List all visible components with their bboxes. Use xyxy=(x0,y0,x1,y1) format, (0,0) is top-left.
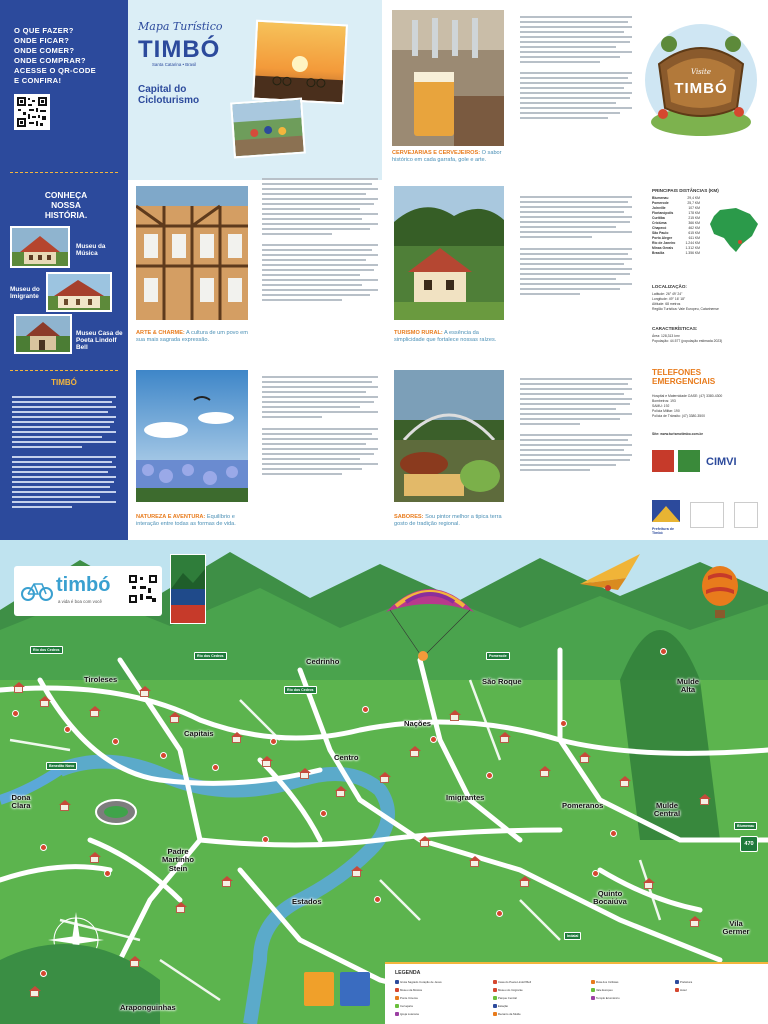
cover-subtitle: Santa Catarina • Brasil xyxy=(152,62,197,67)
distance-row: Porto Alegre 611 KM xyxy=(652,236,700,240)
region-label-padre-martinho-stein[interactable]: Padre Martinho Stein xyxy=(161,847,195,873)
paraglider-icon xyxy=(380,572,480,668)
region-label-mulde-alta[interactable]: Mulde Alta xyxy=(677,677,699,695)
road-sign: Rio dos Cedros xyxy=(30,646,63,654)
distances-title: PRINCIPAIS DISTÂNCIAS (KM) xyxy=(652,188,719,193)
sponsor-logo-crest xyxy=(734,502,758,528)
poi-marker[interactable] xyxy=(112,738,119,745)
poi-marker[interactable] xyxy=(592,870,599,877)
characteristics-lines: Área: 128,313 km² População: 44.577 (população estimada 2023) xyxy=(652,334,723,343)
poi-marker[interactable] xyxy=(320,810,327,817)
building-icon xyxy=(470,860,479,867)
cycling-capital-title: Capital do Cicloturismo xyxy=(138,84,200,106)
location-lines: Latitude: 26° 49' 24" Longitude: 49° 16' 18" Altitude: 68 metros Região Turística: Vale Europeu, Catarinense xyxy=(652,292,719,311)
brand-tagline: a vida é boa com você xyxy=(58,599,102,604)
paragliding-photo xyxy=(136,370,248,502)
distance-row: Rio de Janeiro 1.244 KM xyxy=(652,241,700,245)
cover-body-text xyxy=(262,178,378,330)
region-label-imigrantes[interactable]: Imigrantes xyxy=(446,793,485,802)
building-icon xyxy=(644,882,653,889)
poi-marker[interactable] xyxy=(660,648,667,655)
legend-item: Museu do Imigrante xyxy=(493,988,523,992)
distance-row: Blumenau 29,4 KM xyxy=(652,196,700,200)
legend-item: Templo Ecumênico xyxy=(591,996,620,1000)
poi-marker[interactable] xyxy=(374,896,381,903)
museum-immigrant-label: Museu do Imigrante xyxy=(10,286,40,300)
qr-code[interactable] xyxy=(14,94,50,130)
beer-tap-photo xyxy=(392,10,504,146)
highway-shield-icon: 470 xyxy=(740,836,758,852)
region-label-sao-roque[interactable]: São Roque xyxy=(482,677,522,686)
building-icon xyxy=(500,736,509,743)
region-label-estados[interactable]: Estados xyxy=(292,897,322,906)
poi-marker[interactable] xyxy=(610,830,617,837)
building-icon xyxy=(690,920,699,927)
beer-body-text xyxy=(520,16,632,130)
half-timbered-house-photo xyxy=(136,186,248,320)
building-icon xyxy=(30,990,39,997)
poi-marker[interactable] xyxy=(160,752,167,759)
legend-item: Prefeitura xyxy=(675,980,692,984)
legend-item: Casa do Poeta Lindolf Bell xyxy=(493,980,531,984)
cyclists-group-photo xyxy=(230,98,306,159)
sponsor-logo-green xyxy=(678,450,700,472)
building-icon xyxy=(60,804,69,811)
building-icon xyxy=(262,760,271,767)
legend-item: Museu da Música xyxy=(395,988,422,992)
building-icon xyxy=(580,756,589,763)
map-qr-code[interactable] xyxy=(128,574,160,606)
flavors-body-text xyxy=(520,378,632,484)
divider xyxy=(10,172,118,173)
distance-row: Pomerode 25,7 KM xyxy=(652,201,700,205)
legend-title: LEGENDA xyxy=(395,970,421,976)
distance-row: Brasília 1.356 KM xyxy=(652,251,700,255)
road-sign: Benedito Novo xyxy=(46,762,77,770)
art-highlight: ARTE & CHARME: A cultura de um povo em sua mais sagrada expressão. xyxy=(136,330,248,343)
building-icon xyxy=(410,750,419,757)
legend-item: Igreja Luterana xyxy=(395,1012,419,1016)
region-label-mulde-central[interactable]: Mulde Central xyxy=(653,801,681,819)
sponsor-logo-red xyxy=(652,450,674,472)
brand-name: timbó xyxy=(56,574,111,596)
cimvi-logo: CIMVI xyxy=(706,456,737,468)
illustrated-map[interactable] xyxy=(0,540,768,1024)
distance-row: Criciúma 366 KM xyxy=(652,221,700,225)
building-icon xyxy=(300,772,309,779)
nature-body-text xyxy=(262,376,378,488)
cover-title: TIMBÓ xyxy=(138,36,221,63)
road-sign: Rio dos Cedros xyxy=(194,652,227,660)
poi-marker[interactable] xyxy=(262,836,269,843)
building-icon xyxy=(222,880,231,887)
poi-marker[interactable] xyxy=(496,910,503,917)
region-label-araponguinhas[interactable]: Araponguinhas xyxy=(120,1003,176,1012)
rural-highlight: TURISMO RURAL: A essência da simplicidade que fortalece nossas raízes. xyxy=(394,330,497,343)
distance-row: Curitiba 215 KM xyxy=(652,216,700,220)
museum-poet-label: Museu Casa de Poeta Lindolf Bell xyxy=(76,330,123,351)
building-icon xyxy=(540,770,549,777)
building-icon xyxy=(450,714,459,721)
poi-marker[interactable] xyxy=(560,720,567,727)
poi-marker[interactable] xyxy=(40,970,47,977)
region-label-cedrinho[interactable]: Cedrinho xyxy=(306,657,340,666)
museum-poet-photo xyxy=(14,314,72,354)
legend-item: Parque Central xyxy=(493,996,517,1000)
tourism-icon-orange xyxy=(304,972,334,1006)
badge-visit-text: Visite xyxy=(691,68,711,76)
building-icon xyxy=(130,960,139,967)
building-icon xyxy=(380,776,389,783)
legend-item: Recanto da Mulde xyxy=(493,1012,521,1016)
legend-item: Hotel xyxy=(675,988,687,992)
poi-marker[interactable] xyxy=(40,844,47,851)
history-heading: CONHEÇA NOSSA HISTÓRIA. xyxy=(44,190,88,220)
poi-marker[interactable] xyxy=(212,764,219,771)
distance-row: Chapecó 462 KM xyxy=(652,226,700,230)
poi-marker[interactable] xyxy=(362,706,369,713)
sponsor-logo-timbo xyxy=(690,502,724,528)
building-icon xyxy=(700,798,709,805)
rural-house-photo xyxy=(394,186,504,320)
prefeitura-logo: Prefeitura de Timbó xyxy=(652,500,680,530)
region-label-nacoes[interactable]: Nações xyxy=(404,719,432,728)
website-link[interactable]: Site: www.turismotimbo.com.br xyxy=(652,432,703,436)
what-to-do-heading: O QUE FAZER? ONDE FICAR? ONDE COMER? ONDE COMPRAR? ACESSE O QR-CODE E CONFIRA! xyxy=(14,26,97,85)
poi-marker[interactable] xyxy=(270,738,277,745)
region-label-dona-clara[interactable]: Dona Clara xyxy=(11,793,31,811)
museum-immigrant-photo xyxy=(46,272,112,312)
poi-marker[interactable] xyxy=(430,736,437,743)
legend-item: Estação xyxy=(493,1004,508,1008)
rural-body-text xyxy=(520,196,632,308)
emergency-phones-title: TELEFONES EMERGENCIAIS xyxy=(652,368,716,386)
distance-row: São Paulo 615 KM xyxy=(652,231,700,235)
poi-marker[interactable] xyxy=(12,710,19,717)
location-title: LOCALIZAÇÃO: xyxy=(652,284,687,289)
hot-air-balloon-icon xyxy=(700,566,740,622)
sunset-cyclists-photo xyxy=(252,20,348,105)
legend-item: Cervejaria xyxy=(395,1004,413,1008)
building-icon xyxy=(40,700,49,707)
region-label-tiroleses[interactable]: Tiroleses xyxy=(84,675,118,684)
nature-highlight: NATUREZA E AVENTURA: Equilíbrio e interação entre todas as formas de vida. xyxy=(136,514,236,527)
poi-marker[interactable] xyxy=(104,870,111,877)
characteristics-title: CARACTERÍSTICAS: xyxy=(652,326,698,331)
museum-music-photo xyxy=(10,226,70,268)
brand-box xyxy=(14,566,162,616)
region-label-centro[interactable]: Centro xyxy=(334,753,359,762)
poi-marker[interactable] xyxy=(486,772,493,779)
road-sign: Indaial xyxy=(564,932,581,940)
building-icon xyxy=(176,906,185,913)
legend-item: Gruta Sagrado Coração de Jesus xyxy=(395,980,442,984)
legend-item: Rota dos Ciclistas xyxy=(591,980,618,984)
building-icon xyxy=(14,686,23,693)
body-text-lines xyxy=(12,396,116,524)
legend-item: Ponte Cinema xyxy=(395,996,418,1000)
region-label-pomeranos[interactable]: Pomeranos xyxy=(562,801,604,810)
building-icon xyxy=(90,710,99,717)
tourism-icon-blue xyxy=(340,972,370,1006)
divider xyxy=(10,370,118,371)
visit-timbo-badge xyxy=(641,14,761,144)
blue-sidebar xyxy=(0,0,128,540)
building-icon xyxy=(140,690,149,697)
beer-highlight: CERVEJARIAS E CERVEJEIROS: O sabor histórico em cada garrafa, gole e arte. xyxy=(392,150,502,163)
distance-row: Florianópolis 178 KM xyxy=(652,211,700,215)
road-sign: Blumenau xyxy=(734,822,757,830)
region-label-capitais[interactable]: Capitais xyxy=(184,729,214,738)
vale-europeu-logo xyxy=(170,554,206,624)
distance-row: Joinville 107 KM xyxy=(652,206,700,210)
legend-item: Vale Europeu xyxy=(591,988,613,992)
building-icon xyxy=(420,840,429,847)
museum-music-label: Museu da Música xyxy=(76,243,106,257)
road-sign: Pomerode xyxy=(486,652,510,660)
food-bridge-photo xyxy=(394,370,504,502)
poi-marker[interactable] xyxy=(64,726,71,733)
badge-timbo-text: TIMBÓ xyxy=(674,80,728,97)
region-label-quinto-bocaiuva[interactable]: Quinto Bocaiúva xyxy=(593,889,627,907)
emergency-phone-lines: Hospital e Maternidade OASE: (47) 3380-4300 Bombeiros: 193 SAMU: 192 Polícia Militar: 190 Polícia de Trânsito: (47) 3380-3500 xyxy=(652,394,723,418)
region-label-vila-germer[interactable]: Vila Germer xyxy=(722,919,750,937)
hang-glider-icon xyxy=(580,554,640,594)
building-icon xyxy=(90,856,99,863)
building-icon xyxy=(232,736,241,743)
building-icon xyxy=(336,790,345,797)
timbo-section-title: TIMBÓ xyxy=(51,378,77,387)
brazil-map-icon xyxy=(706,204,762,254)
building-icon xyxy=(520,880,529,887)
map-legend xyxy=(385,962,768,1024)
distance-row: Minas Gerais 1.312 KM xyxy=(652,246,700,250)
script-title: Mapa Turístico xyxy=(138,20,223,33)
building-icon xyxy=(620,780,629,787)
flavors-highlight: SABORES: Sou pintor melhor a tipica terra gosto de tradição regional. xyxy=(394,514,502,527)
bicycle-icon xyxy=(20,580,54,602)
building-icon xyxy=(352,870,361,877)
building-icon xyxy=(170,716,179,723)
road-sign: Rio dos Cedros xyxy=(284,686,317,694)
